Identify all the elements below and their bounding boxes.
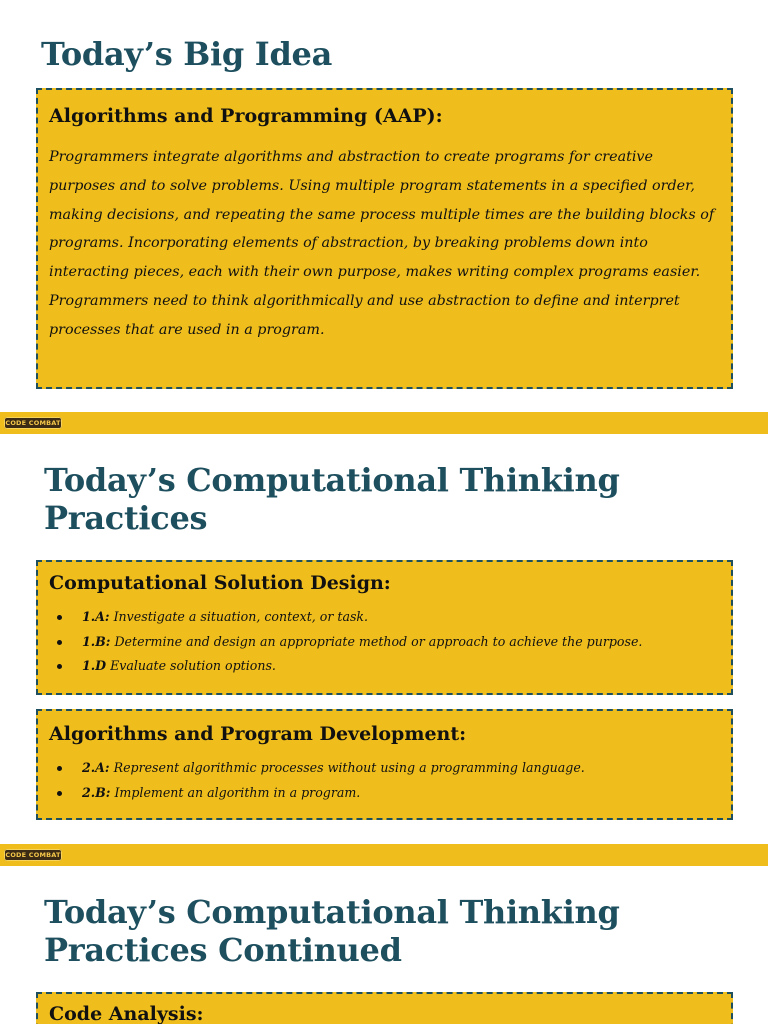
slide-big-idea	[0, 0, 768, 412]
slide-title: Today’s Computational Thinking Practices Continued	[44, 893, 620, 969]
bullet-icon	[57, 791, 62, 796]
practice-code: 1.A:	[82, 609, 110, 624]
practice-code: 2.B:	[82, 784, 111, 800]
list-item	[49, 605, 721, 630]
solution-design-box	[36, 560, 733, 695]
bullet-list	[49, 756, 721, 805]
bullet-icon	[57, 664, 62, 669]
bullet-list	[49, 605, 721, 679]
box-title: Algorithms and Program Development:	[49, 723, 467, 745]
practice-text: Investigate a situation, context, or task.	[109, 609, 369, 624]
list-item	[49, 630, 721, 655]
practice-text: Evaluate solution options.	[106, 658, 276, 673]
practice-text: Represent algorithmic processes without using a programming language.	[109, 760, 585, 775]
slide-ct-practices	[0, 434, 768, 844]
box-title: Code Analysis:	[49, 1003, 204, 1024]
practice-code: 2.A:	[82, 760, 110, 775]
list-item	[49, 654, 721, 679]
big-idea-box	[36, 88, 733, 389]
slide-title: Today’s Computational Thinking Practices	[44, 461, 620, 537]
list-item	[49, 781, 721, 806]
logo-text: CODE COMBAT	[5, 419, 61, 427]
box-body: Programmers integrate algorithms and abstraction to create programs for creative purposes and to solve problems. Using multiple program statements in a specified order, making decisions, and repeating the same process multiple times are the building blocks of programs. Incorporating elements of abstraction, by breaking problems down into interacting pieces, each with their own purpose, makes writing complex programs easier. Programmers need to think algorithmically and use abstraction to define and interpret processes that are used in a program.	[49, 149, 715, 338]
practice-text: Implement an algorithm in a program.	[110, 784, 361, 800]
box-title: Computational Solution Design:	[49, 572, 391, 594]
slide-title: Today’s Big Idea	[41, 35, 333, 73]
practice-code: 1.D	[82, 658, 107, 673]
practice-text: Determine and design an appropriate method or approach to achieve the purpose.	[110, 633, 643, 649]
program-development-box	[36, 709, 733, 820]
slide-divider	[0, 412, 768, 434]
bullet-icon	[57, 615, 62, 620]
bullet-icon	[57, 766, 62, 771]
codecombat-logo	[4, 849, 62, 861]
code-analysis-box	[36, 992, 733, 1024]
practice-code: 1.B:	[82, 633, 111, 649]
bullet-icon	[57, 640, 62, 645]
logo-text: CODE COMBAT	[5, 851, 61, 859]
box-title: Algorithms and Programming (AAP):	[49, 105, 443, 127]
slide-ct-practices-continued	[0, 866, 768, 1024]
slide-divider	[0, 844, 768, 866]
list-item	[49, 756, 721, 781]
codecombat-logo	[4, 417, 62, 429]
